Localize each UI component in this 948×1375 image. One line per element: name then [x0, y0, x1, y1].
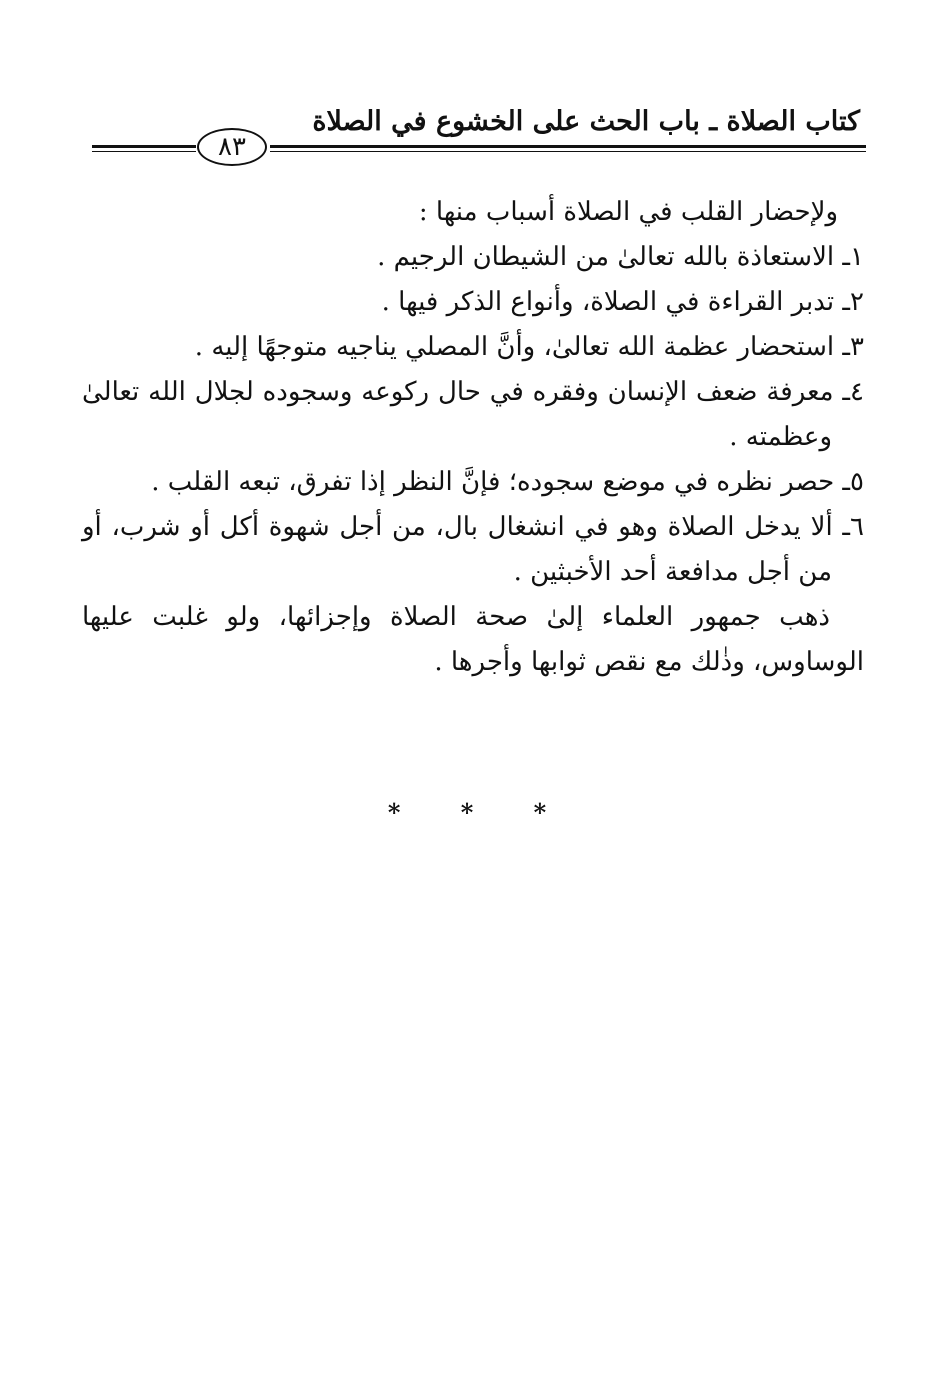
body-text — [82, 190, 864, 685]
page-number: ٨٣ — [197, 128, 267, 166]
header-rule-left-thin — [92, 151, 196, 152]
section-separator: * * * — [387, 798, 573, 827]
list-item: ٤ـ معرفة ضعف الإنسان وفقره في حال ركوعه وسجوده لجلال الله تعالىٰ وعظمته . — [82, 377, 864, 452]
header-rule-thin — [270, 151, 866, 152]
conclusion-paragraph: ذهب جمهور العلماء إلىٰ صحة الصلاة وإجزائها، ولو غلبت عليها الوساوس، وذٰلك مع نقص ثوابها وأجرها . — [82, 602, 864, 677]
header-rule-thick — [270, 145, 866, 148]
list-item: ٢ـ تدبر القراءة في الصلاة، وأنواع الذكر فيها . — [381, 287, 864, 317]
running-header-title: كتاب الصلاة ـ باب الحث على الخشوع في الصلاة — [312, 106, 860, 137]
list-item: ٥ـ حصر نظره في موضع سجوده؛ فإنَّ النظر إذا تفرق، تبعه القلب . — [151, 467, 864, 497]
header-rule-left-thick — [92, 145, 196, 148]
intro-paragraph: ولإحضار القلب في الصلاة أسباب منها : — [418, 197, 838, 227]
list-item: ١ـ الاستعاذة بالله تعالىٰ من الشيطان الرجيم . — [377, 242, 864, 272]
list-item: ٦ـ ألا يدخل الصلاة وهو في انشغال بال، من أجل شهوة أكل أو شرب، أو من أجل مدافعة أحد الأخبثين . — [82, 512, 864, 587]
list-item: ٣ـ استحضار عظمة الله تعالىٰ، وأنَّ المصلي يناجيه متوجهًا إليه . — [194, 332, 864, 362]
